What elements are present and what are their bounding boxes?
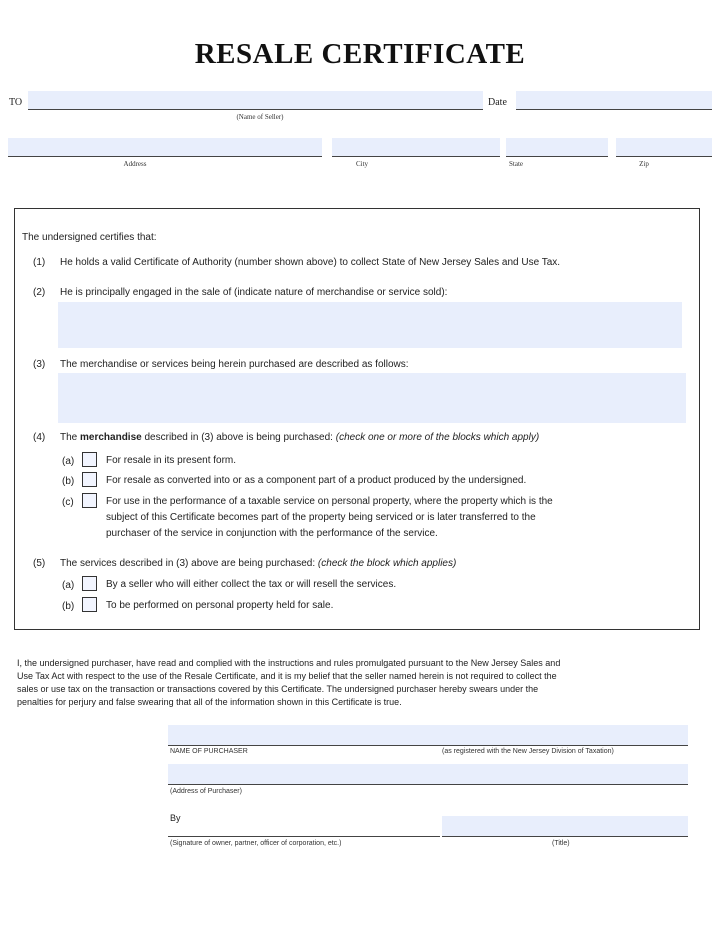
purchaser-address-label: (Address of Purchaser) [170,788,242,795]
by-label: By [170,813,181,823]
option-b-label: (b) [62,476,75,487]
item5-note: (check the block which applies) [317,558,457,569]
zip-caption: Zip [639,160,649,168]
item4-text-post: described in (3) above is being purchased: [141,432,336,443]
item1-number: (1) [33,257,46,268]
address-field[interactable] [8,138,322,157]
item1-text: He holds a valid Certificate of Authority (number shown above) to collect State of New Jersey Sales and Use Tax. [60,257,561,268]
item5-text-main: The services described in (3) above are being purchased: [60,558,318,569]
service-a-checkbox[interactable] [82,576,97,591]
service-b-label: (b) [62,601,75,612]
option-c-text-line2: subject of this Certificate becomes part of the property being serviced or is later transferred to the [106,512,536,523]
item3-text: The merchandise or services being herein purchased are described as follows: [60,359,409,370]
declaration-line: penalties for perjury and false swearing that all of the information shown in this Certificate is true. [17,697,402,707]
seller-name-field[interactable] [28,91,483,110]
date-label: Date [488,97,507,108]
item5-text [60,558,456,569]
title-field[interactable] [442,816,688,837]
declaration-line: I, the undersigned purchaser, have read and complied with the instructions and rules promulgated pursuant to the New Jersey Sales and [17,658,561,668]
item2-number: (2) [33,287,46,298]
option-a-label: (a) [62,456,75,467]
option-c-text-line3: purchaser of the service in conjunction with the performance of the service. [106,528,438,539]
item4-text-bold: merchandise [80,432,142,443]
item5-number: (5) [33,558,46,569]
option-c-checkbox[interactable] [82,493,97,508]
item4-text-pre: The [60,432,81,443]
signature-field[interactable] [168,820,440,837]
merchandise-nature-field[interactable] [58,302,682,348]
purchaser-name-field[interactable] [168,725,688,746]
date-field[interactable] [516,91,712,110]
item2-text: He is principally engaged in the sale of (indicate nature of merchandise or service sold): [60,287,448,298]
address-caption: Address [123,160,147,168]
service-a-label: (a) [62,580,75,591]
certification-intro: The undersigned certifies that: [22,232,157,243]
title-caption: (Title) [552,840,570,847]
purchaser-address-field[interactable] [168,764,688,785]
purchaser-name-label: NAME OF PURCHASER [170,748,248,755]
item3-number: (3) [33,359,46,370]
option-b-checkbox[interactable] [82,472,97,487]
item4-text [60,432,539,443]
city-caption: City [355,160,369,168]
state-caption: State [509,160,523,168]
page-title: RESALE CERTIFICATE [194,38,526,70]
service-b-text: To be performed on personal property held for sale. [106,600,334,611]
seller-name-caption: (Name of Seller) [236,113,284,121]
option-a-checkbox[interactable] [82,452,97,467]
option-c-text-line1: For use in the performance of a taxable service on personal property, where the property which is the [106,496,553,507]
city-field[interactable] [332,138,500,157]
declaration-line: sales or use tax on the transaction or transactions covered by this Certificate. The undersigned purchaser hereby swears under the [17,684,539,694]
signature-caption: (Signature of owner, partner, officer of corporation, etc.) [170,840,342,847]
item4-number: (4) [33,432,46,443]
option-c-label: (c) [62,497,74,508]
option-a-text: For resale in its present form. [106,455,237,466]
to-label: TO [9,97,23,108]
declaration-paragraph [17,657,697,709]
merchandise-description-field[interactable] [58,373,686,423]
service-a-text: By a seller who will either collect the tax or will resell the services. [106,579,397,590]
service-b-checkbox[interactable] [82,597,97,612]
zip-field[interactable] [616,138,712,157]
declaration-line: Use Tax Act with respect to the use of the Resale Certificate, and it is my belief that the seller named herein is not required to collect the [17,671,557,681]
item4-note: (check one or more of the blocks which apply) [335,432,540,443]
registered-note: (as registered with the New Jersey Division of Taxation) [442,748,614,755]
option-b-text: For resale as converted into or as a component part of a product produced by the undersigned. [106,475,527,486]
state-field[interactable] [506,138,608,157]
